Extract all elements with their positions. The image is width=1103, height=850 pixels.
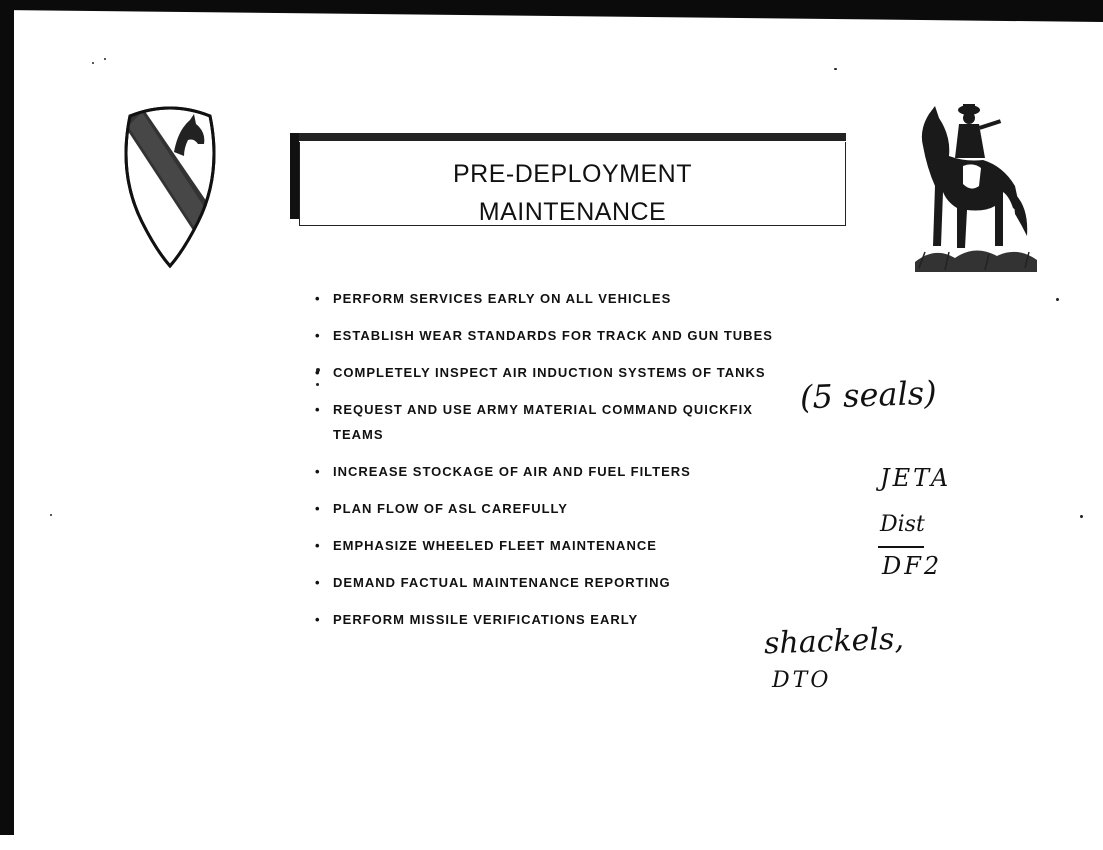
bullet-item [313,360,783,385]
bullet-text: • REQUEST AND USE ARMY MATERIAL COMMAND QUICKFIX TEAMS [333,402,753,442]
bullet-item [313,397,783,447]
title-box-left-bar [290,133,299,219]
cavalry-patch-shield-icon [122,104,218,270]
scan-speck [1080,515,1083,518]
scan-border-left [0,0,14,835]
title-box-top-bar [298,133,846,141]
handwritten-note: JETA [880,464,952,492]
scan-speck [1056,298,1059,301]
scan-speck [104,58,106,60]
handwritten-note: DF2 [882,552,943,580]
handwritten-note: DTO [772,668,832,693]
handwritten-note: (5 seals) [799,373,938,417]
bullet-text: • PERFORM SERVICES EARLY ON ALL VEHICLES [333,291,672,306]
scan-speck [834,68,837,70]
bullet-text: • EMPHASIZE WHEELED FLEET MAINTENANCE [333,538,657,553]
bullet-item [313,323,783,348]
scan-border-top [0,0,1103,22]
bullet-item [313,533,783,558]
bullet-text: • INCREASE STOCKAGE OF AIR AND FUEL FILTERS [333,464,691,479]
bullet-text: • PERFORM MISSILE VERIFICATIONS EARLY [333,612,639,627]
horse-rider-icon [905,96,1045,286]
title-frame [299,142,846,226]
handwritten-note: Dist [880,512,925,537]
slide-title-line-2: MAINTENANCE [478,198,667,226]
bullet-text: • ESTABLISH WEAR STANDARDS FOR TRACK AND GUN TUBES [333,328,773,343]
bullet-item [313,286,783,311]
bullet-item [313,607,783,632]
bullet-item [313,570,783,595]
scan-speck [92,62,94,64]
bullet-text: • PLAN FLOW OF ASL CAREFULLY [333,501,568,516]
bullet-item [313,459,783,484]
handwritten-underline [878,546,924,548]
maintenance-bullet-list [313,286,783,644]
bullet-item [313,496,783,521]
handwritten-note: shackels, [763,621,905,662]
bullet-text: • COMPLETELY INSPECT AIR INDUCTION SYSTEMS OF TANKS [333,365,766,380]
bullet-text: • DEMAND FACTUAL MAINTENANCE REPORTING [333,575,671,590]
slide-title-line-1: PRE-DEPLOYMENT [453,160,692,188]
slide-title-box [290,133,846,227]
scan-speck [50,514,52,516]
